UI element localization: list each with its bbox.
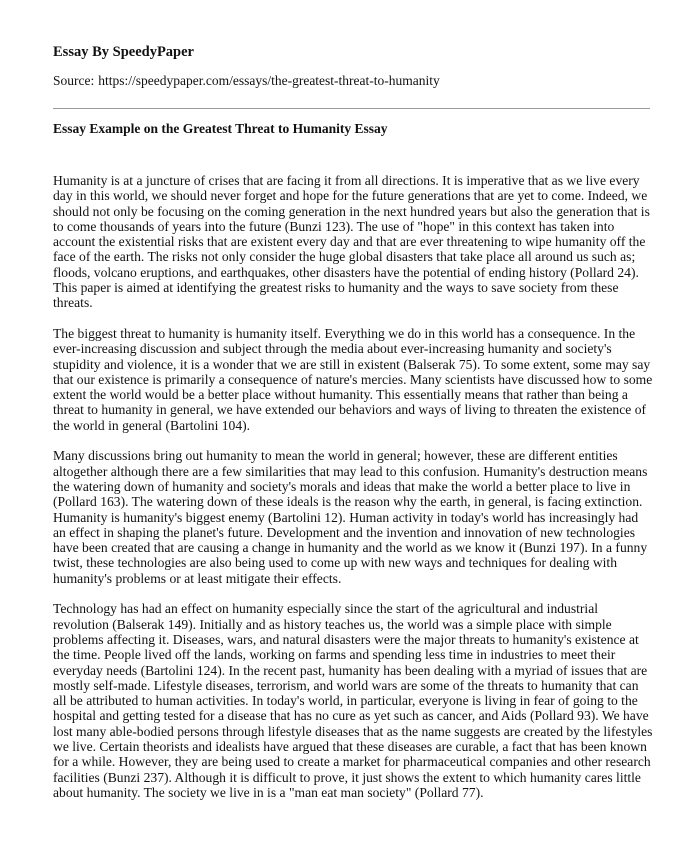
essay-paragraph-4: Technology has had an effect on humanity especially since the start of the agricultural and industrial revolution (Balserak 149). Initially and as history teaches us, the world was a simple place with simple problems affecting it. Diseases, wars, and natural disasters were the major threats to humanity's existence at the time. People lived off the lands, working on farms and spending less time in industries to meet their everyday needs (Bartolini 124). In the recent past, humanity has been dealing with a myriad of issues that are mostly self-made. Lifestyle diseases, terrorism, and world wars are some of the threats to humanity that can all be attributed to human activities. In today's world, in particular, everyone is living in fear of going to the hospital and getting tested for a disease that has no cure as yet such as cancer, and Aids (Pollard 93). We have lost many able-bodied persons through lifestyle diseases that as the name suggests are created by the lifestyles we live. Certain theorists and idealists have argued that these diseases are curable, a fact that has been known for a while. However, they are being used to create a market for pharmaceutical companies and other research facilities (Bunzi 237). Although it is difficult to prove, it just shows the extent to which humanity cares little about humanity. The society we live in is a "man eat man society" (Pollard 77).	[53, 601, 653, 800]
source-url: https://speedypaper.com/essays/the-greatest-threat-to-humanity	[98, 73, 440, 88]
essay-paragraph-2: The biggest threat to humanity is humanity itself. Everything we do in this world has a consequence. In the ever-increasing discussion and subject through the media about ever-increasing humanity and society's stupidity and violence, it is a wonder that we are still in existent (Balserak 75). To some extent, some may say that our existence is primarily a consequence of nature's mercies. Many scientists have discussed how to some extent the world would be a better place without humanity. This essentially means that rather than being a threat to humanity in general, we have extended our behaviors and ways of living to threaten the existence of the world in general (Bartolini 104).	[53, 325, 653, 433]
brand-heading: Essay By SpeedyPaper	[53, 44, 194, 60]
essay-paragraph-1: Humanity is at a juncture of crises that are facing it from all directions. It is imperative that as we live every day in this world, we should never forget and hope for the future generations that are yet to come. Indeed, we should not only be focusing on the coming generation in the next hundred years but also the generation that is to come thousands of years into the future (Bunzi 123). The use of "hope" in this context has taken into account the existential risks that are existent every day and that are ever threatening to wipe humanity off the face of the earth. The risks not only consider the huge global disasters that take place all around us such as; floods, volcano eruptions, and earthquakes, other disasters have the potential of ending history (Pollard 24). This paper is aimed at identifying the greatest risks to humanity and the ways to save society from these threats.	[53, 173, 650, 311]
source-label: Source:	[53, 73, 95, 88]
essay-body	[53, 173, 653, 815]
header-divider	[53, 108, 650, 109]
essay-paragraph-3: Many discussions bring out humanity to mean the world in general; however, these are different entities altogether although there are a few similarities that may lead to this confusion. Humanity's destruction means the watering down of humanity and society's morals and ideas that make the world a better place to live in (Pollard 163). The watering down of these ideals is the reason why the earth, in general, is facing extinction. Humanity is humanity's biggest enemy (Bartolini 12). Human activity in today's world has increasingly had an effect in shaping the planet's future. Development and the invention and innovation of new technologies have been created that are causing a change in humanity and the world as we know it (Bunzi 197). In a funny twist, these technologies are also being used to come up with new ways and techniques for dealing with humanity's problems or at least mitigate their effects.	[53, 448, 648, 586]
source-line	[53, 73, 440, 89]
essay-title: Essay Example on the Greatest Threat to Humanity Essay	[53, 121, 388, 136]
